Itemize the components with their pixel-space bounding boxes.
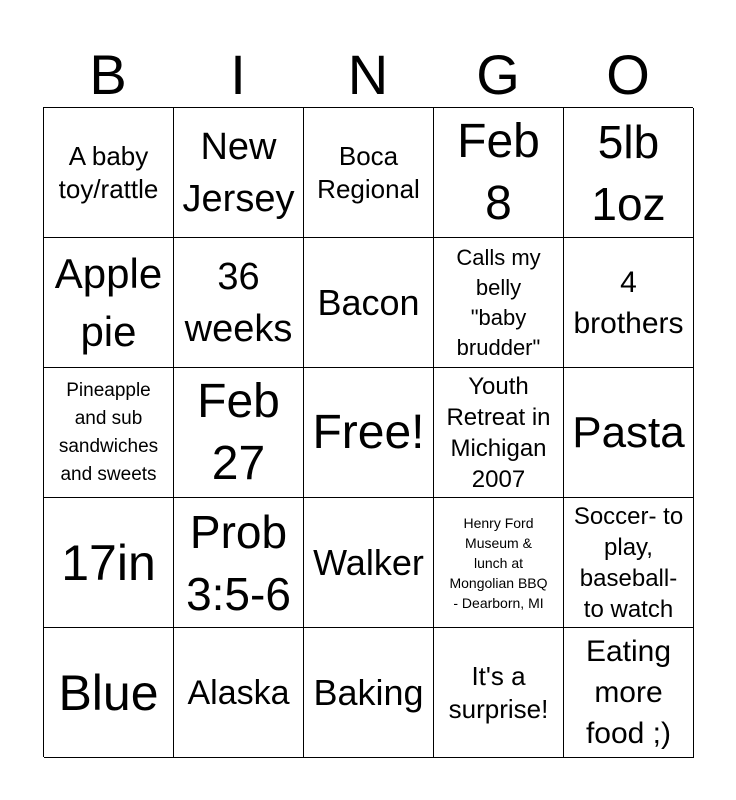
bingo-cell-r1c2[interactable]	[174, 108, 304, 238]
cell-text: Bacon	[317, 281, 420, 323]
cell-text: Free!	[312, 405, 425, 459]
cell-text: Eating more food ;)	[585, 635, 672, 750]
cell-text: A baby toy/rattle	[58, 140, 159, 204]
cell-text: Henry Ford Museum & lunch at Mongolian BBQ - Dearborn, MI	[449, 514, 548, 611]
cell-text: It's a surprise!	[448, 660, 549, 724]
bingo-cell-r2c3[interactable]	[304, 238, 434, 368]
bingo-cell-r1c5[interactable]	[564, 108, 694, 238]
cell-text: Prob 3:5-6	[186, 505, 291, 620]
bingo-cell-r4c3[interactable]	[304, 498, 434, 628]
cell-text: Apple pie	[54, 249, 163, 355]
bingo-cell-r1c1[interactable]	[44, 108, 174, 238]
cell-text: 36 weeks	[184, 255, 293, 350]
bingo-cell-r2c4[interactable]	[434, 238, 564, 368]
bingo-cell-r5c1[interactable]	[44, 628, 174, 758]
cell-text: Calls my belly "baby brudder"	[456, 244, 541, 360]
header-letter-o: O	[606, 43, 650, 106]
cell-text: 17in	[61, 534, 156, 591]
bingo-header	[43, 42, 693, 108]
bingo-cell-r1c3[interactable]	[304, 108, 434, 238]
bingo-cell-r3c2[interactable]	[174, 368, 304, 498]
cell-text: Feb 8	[457, 114, 540, 230]
cell-text: Blue	[58, 664, 159, 721]
bingo-cell-r4c4[interactable]	[434, 498, 564, 628]
cell-text: 5lb 1oz	[591, 115, 666, 230]
bingo-cell-r5c5[interactable]	[564, 628, 694, 758]
header-letter-g: G	[476, 43, 520, 106]
cell-text: Walker	[313, 541, 424, 583]
bingo-cell-r5c4[interactable]	[434, 628, 564, 758]
bingo-cell-r2c2[interactable]	[174, 238, 304, 368]
bingo-cell-r5c3[interactable]	[304, 628, 434, 758]
cell-text: Baking	[313, 671, 424, 713]
bingo-cell-r4c1[interactable]	[44, 498, 174, 628]
bingo-grid	[43, 107, 693, 757]
bingo-cell-r3c5[interactable]	[564, 368, 694, 498]
header-letter-n: N	[347, 43, 389, 106]
bingo-cell-r2c1[interactable]	[44, 238, 174, 368]
bingo-cell-r3c4[interactable]	[434, 368, 564, 498]
cell-text: Boca Regional	[317, 140, 420, 204]
cell-text: Soccer- to play, baseball- to watch	[573, 502, 684, 623]
cell-text: Feb 27	[197, 374, 280, 490]
bingo-cell-r4c5[interactable]	[564, 498, 694, 628]
header-letter-b: B	[89, 43, 127, 106]
cell-text: Pasta	[572, 407, 685, 457]
header-letter-i: I	[230, 43, 246, 106]
bingo-cell-r5c2[interactable]	[174, 628, 304, 758]
bingo-cell-r3c3[interactable]	[304, 368, 434, 498]
cell-text: Alaska	[187, 673, 290, 712]
cell-text: 4 brothers	[573, 265, 684, 340]
cell-text: Pineapple and sub sandwiches and sweets	[58, 379, 159, 485]
bingo-cell-r2c5[interactable]	[564, 238, 694, 368]
cell-text: Youth Retreat in Michigan 2007	[446, 372, 551, 493]
bingo-cell-r3c1[interactable]	[44, 368, 174, 498]
bingo-cell-r4c2[interactable]	[174, 498, 304, 628]
cell-text: New Jersey	[182, 125, 295, 220]
bingo-cell-r1c4[interactable]	[434, 108, 564, 238]
